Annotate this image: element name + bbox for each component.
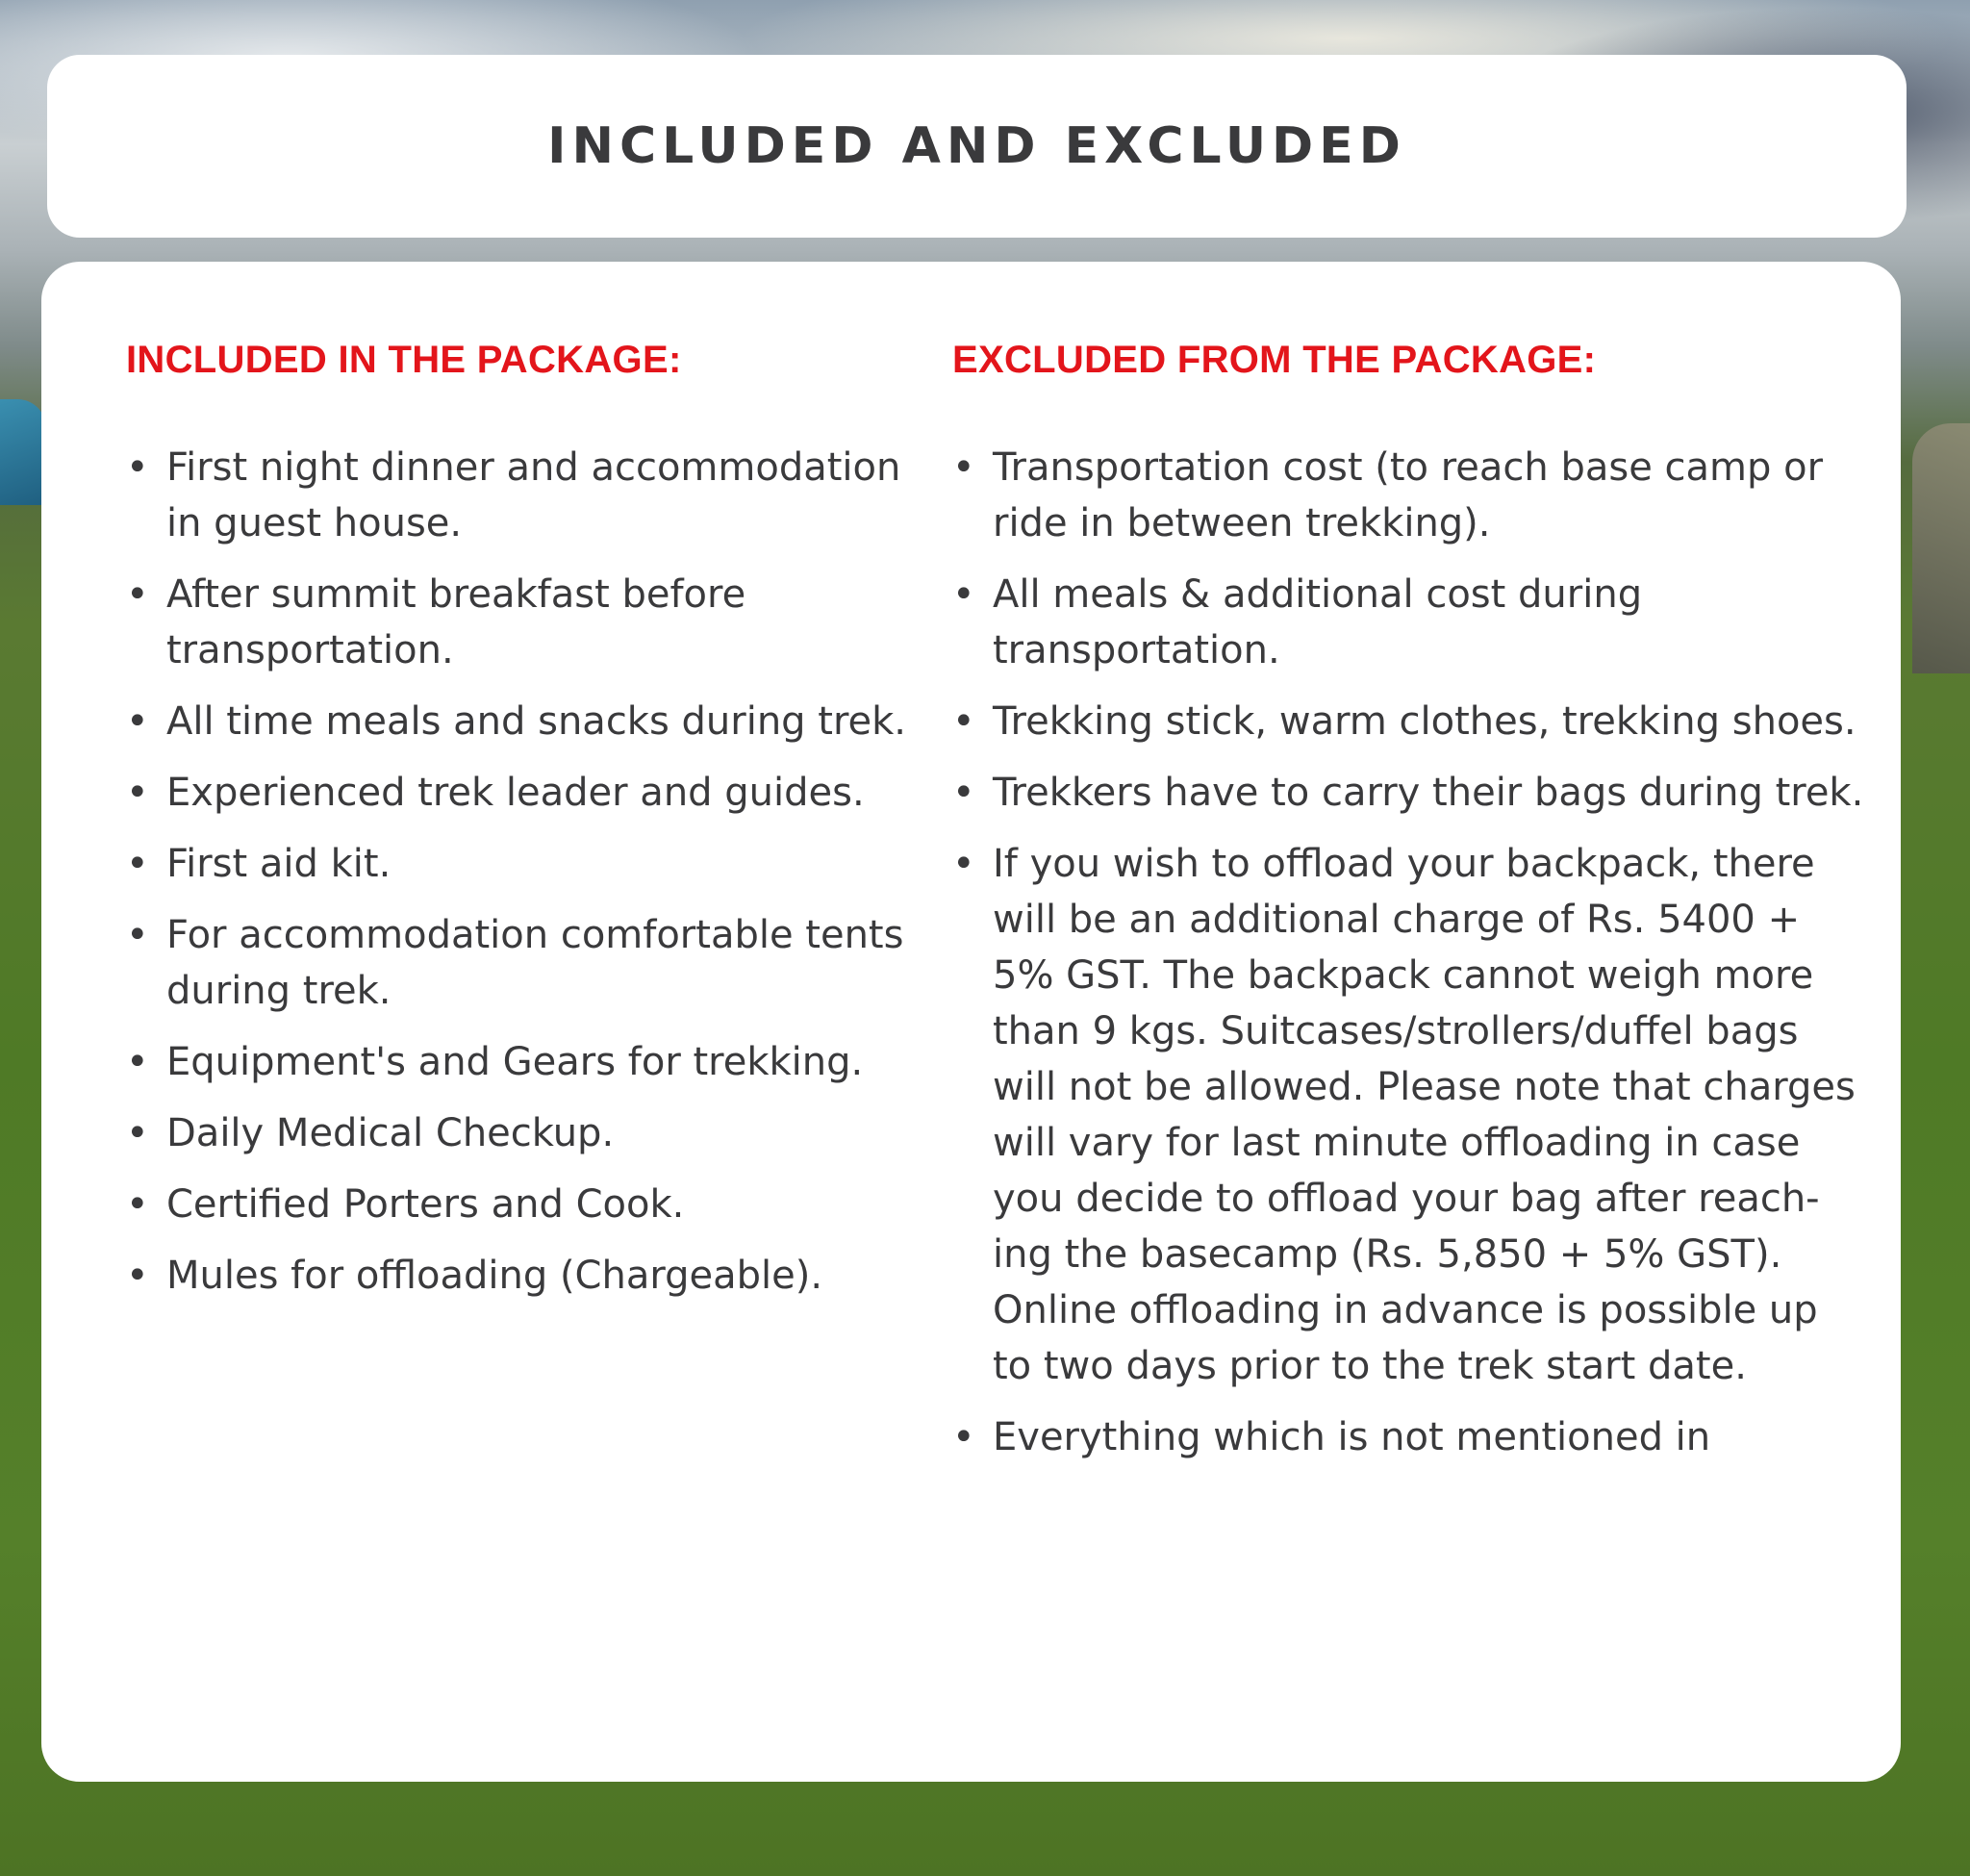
- excluded-list: [952, 440, 1866, 1465]
- included-item: [126, 694, 924, 749]
- bullet-icon: •: [126, 842, 149, 886]
- bullet-icon: •: [952, 1415, 975, 1459]
- included-item: [126, 440, 924, 551]
- bullet-icon: •: [126, 572, 149, 617]
- included-item-text: First aid kit.: [166, 842, 391, 886]
- excluded-item-text: Trekking stick, warm clothes, trekking shoes.: [993, 699, 1856, 744]
- excluded-item: [952, 694, 1866, 749]
- bullet-icon: •: [126, 1111, 149, 1155]
- bullet-icon: •: [952, 699, 975, 744]
- excluded-item-text: Transportation cost (to reach base camp or ride in between trekking).: [993, 445, 1824, 545]
- included-item: [126, 1105, 924, 1161]
- included-item-text: Experienced trek leader and guides.: [166, 771, 865, 815]
- included-heading: INCLUDED IN THE PACKAGE:: [126, 339, 682, 381]
- excluded-item: [952, 765, 1866, 821]
- excluded-item-text: Trekkers have to carry their bags during trek.: [993, 771, 1864, 815]
- included-item: [126, 567, 924, 678]
- included-list: [126, 440, 924, 1304]
- bullet-icon: •: [126, 699, 149, 744]
- included-item: [126, 836, 924, 892]
- included-item-text: Daily Medical Checkup.: [166, 1111, 615, 1155]
- excluded-heading: EXCLUDED FROM THE PACKAGE:: [952, 339, 1597, 381]
- included-item: [126, 765, 924, 821]
- background-tent-left: [0, 399, 46, 505]
- excluded-item: [952, 836, 1866, 1394]
- excluded-item: [952, 1409, 1866, 1465]
- background-tent-right: [1912, 423, 1970, 673]
- included-item-text: After summit breakfast before transportation.: [166, 572, 746, 672]
- bullet-icon: •: [126, 1040, 149, 1084]
- excluded-item-text: If you wish to offload your backpack, there will be an additional charge of Rs. 5400 + 5% GST. The backpack cannot weigh more than 9 kgs. Suitcases/strollers/duffel bags will not be allowed. Please note that charges will vary for last minute offloading in case you decide to offload your bag after reach-ing the basecamp (Rs. 5,850 + 5% GST). Online offloading in advance is possible up to two days prior to the trek start date.: [993, 842, 1856, 1388]
- bullet-icon: •: [952, 445, 975, 490]
- included-item: [126, 1034, 924, 1090]
- content-card: [41, 262, 1901, 1782]
- bullet-icon: •: [126, 1182, 149, 1227]
- bullet-icon: •: [126, 445, 149, 490]
- included-item-text: Equipment's and Gears for trekking.: [166, 1040, 864, 1084]
- bullet-icon: •: [952, 842, 975, 886]
- included-item: [126, 907, 924, 1019]
- included-item: [126, 1177, 924, 1232]
- excluded-item-text: Everything which is not mentioned in: [993, 1415, 1711, 1459]
- bullet-icon: •: [126, 1254, 149, 1298]
- included-item-text: For accommodation comfortable tents during trek.: [166, 913, 904, 1013]
- included-item-text: Mules for offloading (Chargeable).: [166, 1254, 823, 1298]
- bullet-icon: •: [126, 913, 149, 957]
- bullet-icon: •: [952, 771, 975, 815]
- excluded-item: [952, 440, 1866, 551]
- included-item: [126, 1248, 924, 1304]
- bullet-icon: •: [126, 771, 149, 815]
- excluded-column: [952, 339, 1866, 1481]
- included-item-text: First night dinner and accommodation in guest house.: [166, 445, 901, 545]
- included-column: [126, 339, 924, 1319]
- page-title: INCLUDED AND EXCLUDED: [547, 117, 1406, 175]
- title-card: [47, 55, 1907, 238]
- excluded-item: [952, 567, 1866, 678]
- bullet-icon: •: [952, 572, 975, 617]
- excluded-item-text: All meals & additional cost during transportation.: [993, 572, 1643, 672]
- included-item-text: Certified Porters and Cook.: [166, 1182, 685, 1227]
- included-item-text: All time meals and snacks during trek.: [166, 699, 907, 744]
